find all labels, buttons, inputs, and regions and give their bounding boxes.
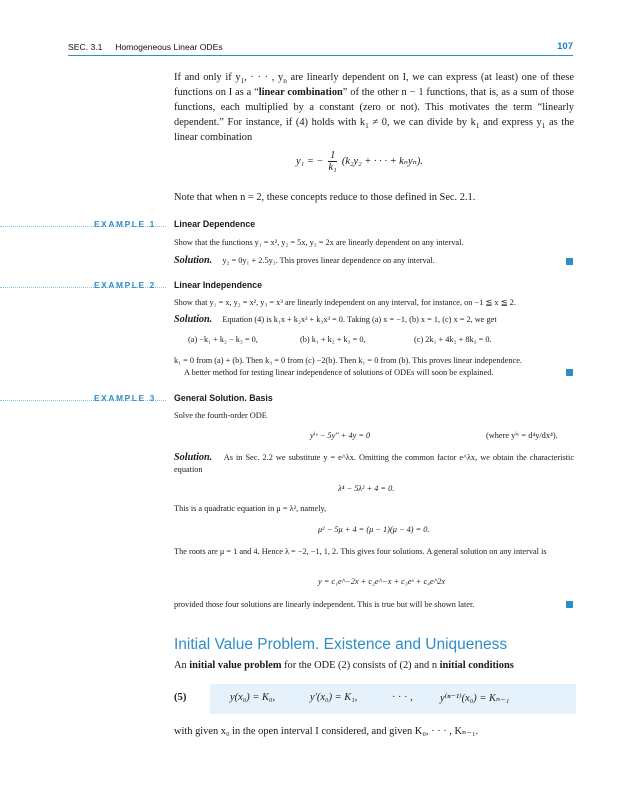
example-3-title: General Solution. Basis [174, 393, 273, 403]
example-3-label: EXAMPLE 3 [94, 393, 156, 403]
equation-5-condition-last: y⁽ⁿ⁻¹⁾(x₀) = Kₙ₋₁ [440, 693, 510, 704]
section-closing: with given x₀ in the open interval I considered, and given K₀, · · · , Kₙ₋₁. [174, 726, 479, 737]
example-2-label: EXAMPLE 2 [94, 280, 156, 290]
header-section: SEC. 3.1 [68, 42, 103, 52]
example-3-quadratic-intro: This is a quadratic equation in μ = λ², namely, [174, 504, 327, 513]
intro-text-3: ” of the other n − 1 functions, that is, as a sum of those functions, each multiplied by a constant (zero or not). This motivates the term “linearly dependent.” For instance, if (4) holds with k [174, 87, 574, 128]
page-number: 107 [557, 41, 573, 52]
example-1-solution-label: Solution. [174, 255, 213, 266]
eq-frac-num: 1 [330, 150, 336, 161]
section-intro [174, 658, 574, 673]
example-2-eq-b: (b) k₁ + k₂ + k₃ = 0, [300, 335, 366, 344]
example-3-solution-text: As in Sec. 2.2 we substitute y = e^λx. Omitting the common factor e^λx, we obtain the characteristic equation [174, 453, 574, 474]
example-2-solution [174, 314, 574, 326]
eq-fraction [328, 150, 337, 173]
header-title: Homogeneous Linear ODEs [115, 42, 223, 52]
equation-linear-combination [296, 150, 423, 173]
header-rule [68, 55, 573, 56]
example-2-remark: A better method for testing linear independence of solutions of ODEs will soon be explained. [184, 368, 494, 377]
example-3-statement: Solve the fourth-order ODE [174, 411, 267, 420]
section-title: Initial Value Problem. Existence and Uniqueness [174, 636, 508, 653]
example-3-closing: provided those four solutions are linearly independent. This is true but will be shown later. [174, 600, 475, 609]
term-initial-value-problem: initial value problem [189, 660, 282, 671]
equation-5-number: (5) [174, 692, 187, 703]
example-2-statement: Show that y₁ = x, y₂ = x², y₃ = x³ are linearly independent on any interval, for instance, on −1 ≦ x ≦ 2. [174, 298, 516, 307]
term-linear-combination: linear combination [258, 87, 343, 98]
example-1-title: Linear Dependence [174, 219, 256, 229]
example-3-general-solution: y = c₁e^−2x + c₂e^−x + c₃eˣ + c₄e^2x [318, 577, 446, 586]
example-1-end-mark [566, 258, 573, 265]
example-3-roots: The roots are μ = 1 and 4. Hence λ = −2, −1, 1, 2. This gives four solutions. A general solution on any interval is [174, 547, 547, 556]
eq-frac-den: k₁ [328, 162, 337, 173]
intro-text-1: If and only if y [174, 72, 241, 83]
example-3-end-mark [566, 601, 573, 608]
intro-text-6: as the linear combination [174, 117, 575, 143]
example-3-ode-note: (where yⁱᵛ = d⁴y/dx⁴). [486, 431, 558, 440]
example-1-solution-text: y₂ = 0y₁ + 2.5y₃. This proves linear dependence on any interval. [222, 256, 435, 265]
example-2-eq-c: (c) 2k₁ + 4k₂ + 8k₃ = 0. [414, 335, 492, 344]
running-header [68, 42, 223, 52]
example-3-char-eq: λ⁴ − 5λ² + 4 = 0. [338, 484, 395, 493]
equation-5-ellipsis: · · · , [392, 692, 413, 703]
example-2-title: Linear Independence [174, 280, 262, 290]
section-text-2: for the ODE (2) consists of (2) and n [281, 660, 440, 671]
intro-paragraph: If and only if $y_1$, · · · , $y_n$ are linearly dependent on I, we can express (at least) one of these functions on I as a “linear combination” of the other n − 1 functions, that is, as a sum of those functions, each multiplied by a constant (zero or not). This motivates the term “linearly dependent.” For instance, if (4) holds with $k_1 \ne 0$, we can divide by $k_1$ and express $y_1$ as the linear combination [174, 72, 575, 143]
example-1-label: EXAMPLE 1 [94, 219, 156, 229]
example-2-end-mark [566, 369, 573, 376]
equation-5-condition-0: y(x₀) = K₀, [230, 692, 276, 703]
example-2-solution-text: Equation (4) is k₁x + k₂x² + k₃x³ = 0. Taking (a) x = −1, (b) x = 1, (c) x = 2, we get [222, 315, 497, 324]
example-3-ode: yⁱᵛ − 5y″ + 4y = 0 [310, 431, 371, 440]
intro-text-5: and express y [479, 117, 542, 128]
eq-lhs: y₁ = − [296, 155, 324, 167]
intro-text-2: are linearly dependent on I, we can express (at least) one of these functions on I as a “ [174, 72, 574, 98]
example-2-conclusion: k₁ = 0 from (a) + (b). Then k₃ = 0 from (c) −2(b). Then k₁ = 0 from (b). This proves linear independence. [174, 356, 522, 365]
example-2-eq-a: (a) −k₁ + k₂ − k₃ = 0, [188, 335, 258, 344]
example-3-solution [174, 452, 574, 476]
example-3-solution-label: Solution. [174, 452, 213, 463]
equation-5-condition-1: y′(x₀) = K₁, [310, 692, 358, 703]
term-initial-conditions: initial conditions [439, 660, 514, 671]
intro-text-4: ≠ 0, we can divide by k [368, 117, 476, 128]
example-1-solution [174, 255, 574, 267]
eq-rhs: (k₂y₂ + · · · + kₙyₙ). [341, 155, 423, 167]
note-text: Note that when n = 2, these concepts reduce to those defined in Sec. 2.1. [174, 192, 476, 203]
example-2-solution-label: Solution. [174, 314, 213, 325]
section-text-1: An [174, 660, 190, 671]
example-3-quadratic-eq: μ² − 5μ + 4 = (μ − 1)(μ − 4) = 0. [318, 525, 430, 534]
example-1-statement: Show that the functions y₁ = x², y₂ = 5x, y₃ = 2x are linearly dependent on any interval. [174, 238, 464, 247]
